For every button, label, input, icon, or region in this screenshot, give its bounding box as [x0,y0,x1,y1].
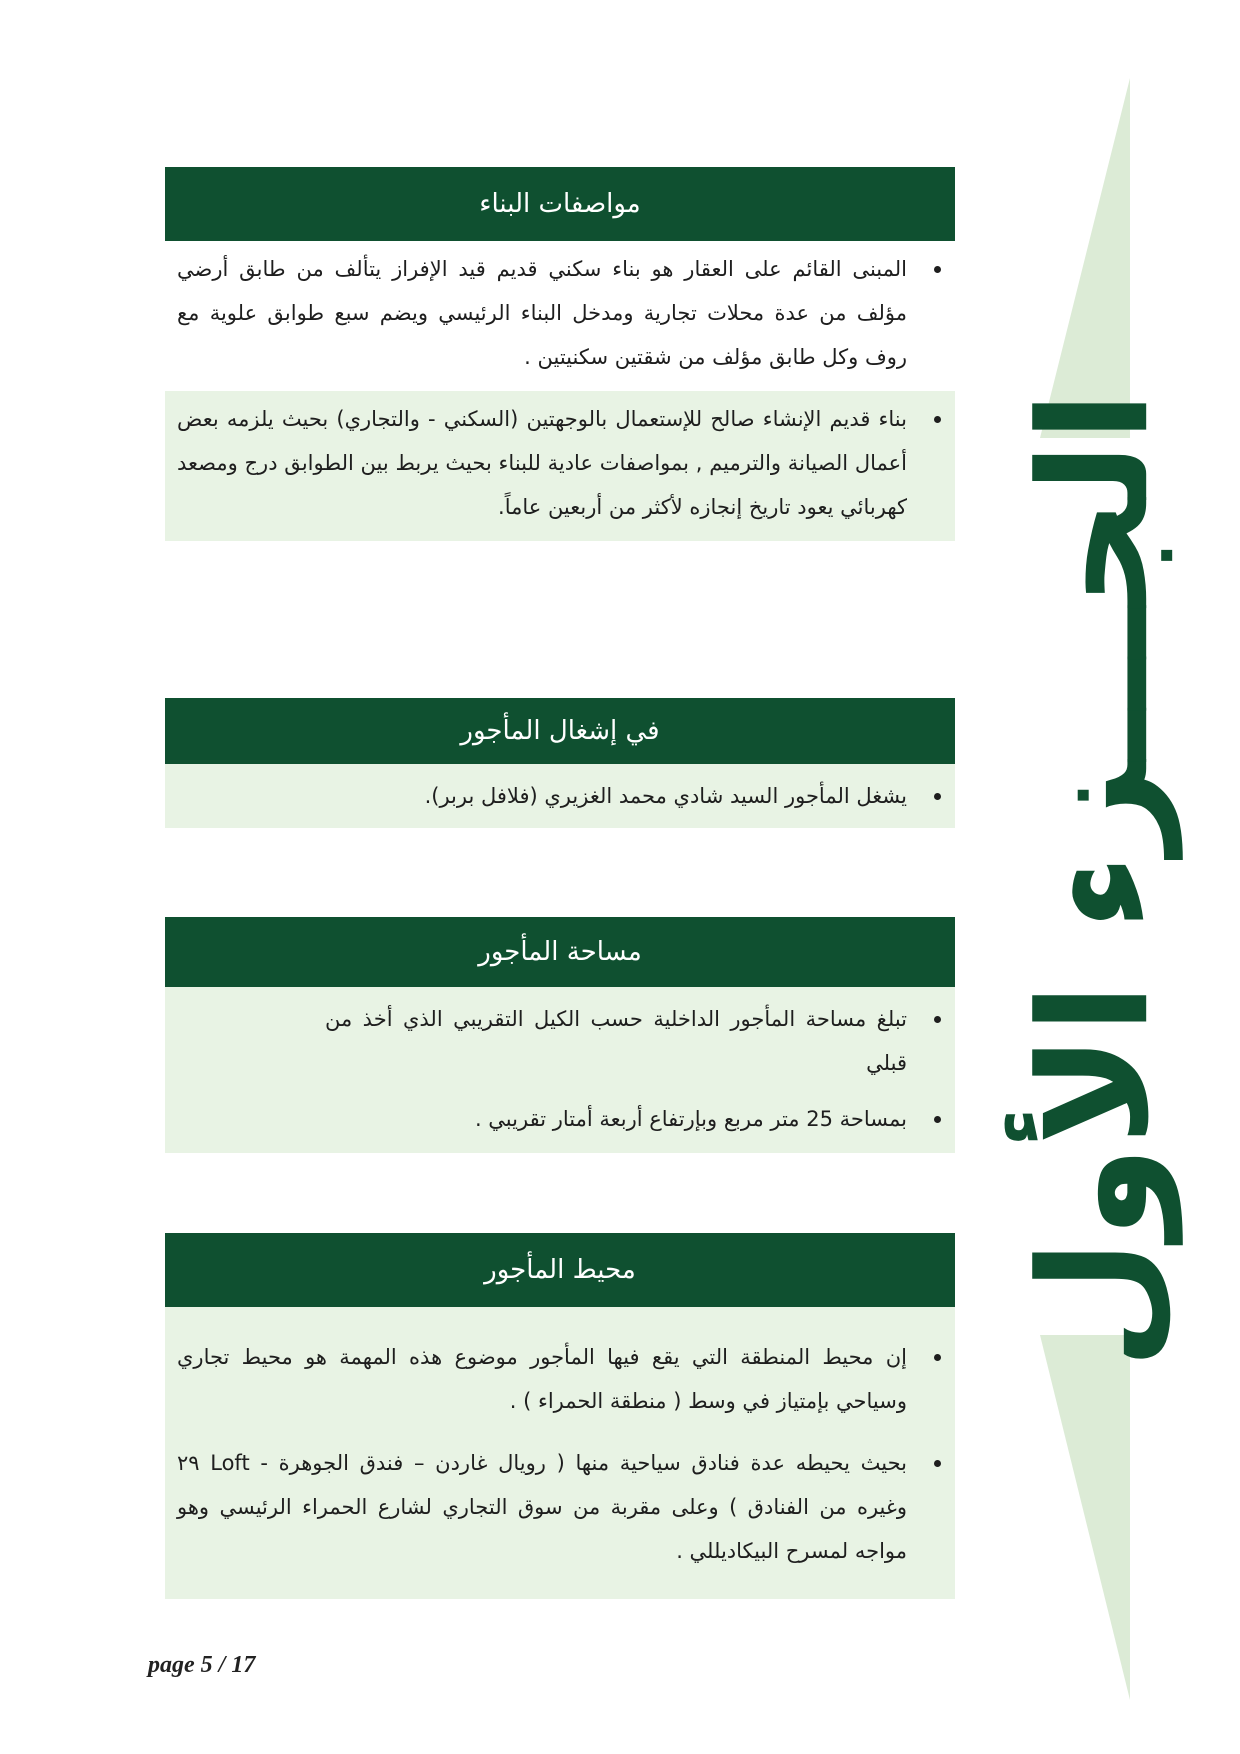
section-surroundings [165,1233,955,1599]
bullet-icon [934,1016,941,1023]
section-header: محيط المأجور [165,1233,955,1307]
section-header: في إشغال المأجور [165,698,955,764]
vertical-part-title [1000,390,1190,1370]
bullet-icon [934,1354,941,1361]
item-text: بناء قديم الإنشاء صالح للإستعمال بالوجهتين (السكني - والتجاري) بحيث يلزمه بعض أعمال الصيانة والترميم , بمواصفات عادية للبناء بحيث يربط بين الطوابق درج ومصعد كهربائي يعود تاريخ إنجازه لأكثر من أربعين عاماً. [177,407,907,519]
item-text: بحيث يحيطه عدة فنادق سياحية منها ( رويال غاردن – فندق الجوهرة - Loft ٢٩ وغيره من الفنادق ) وعلى مقربة من سوق التجاري لشارع الحمراء الرئيسي وهو مواجه لمسرح البيكاديللي . [177,1451,907,1563]
section-body [165,241,955,541]
item-text: المبنى القائم على العقار هو بناء سكني قديم قيد الإفراز يتألف من طابق أرضي مؤلف من عدة محلات تجارية ومدخل البناء الرئيسي ويضم سبع طوابق علوية مع روف وكل طابق مؤلف من شقتين سكنيتين . [177,257,907,369]
section-occupancy [165,698,955,828]
page-number: page 5 / 17 [148,1652,256,1678]
list-item [165,1435,955,1585]
part-title-text: الجـــزء الأول [1008,390,1182,1370]
list-item [165,241,955,391]
list-item [165,987,955,1097]
bullet-icon [934,266,941,273]
lower-triangle [1040,1335,1130,1700]
section-body [165,987,955,1153]
bullet-icon [934,1116,941,1123]
list-item [165,391,955,541]
item-text: تبلغ مساحة المأجور الداخلية حسب الكيل التقريبي الذي أخذ من قبلي [325,1007,907,1075]
section-body [165,764,955,828]
section-header: مواصفات البناء [165,167,955,241]
list-item [165,1097,955,1153]
list-item [165,764,955,828]
upper-triangle [1040,78,1130,438]
section-header: مساحة المأجور [165,917,955,987]
bullet-icon [934,416,941,423]
list-item [165,1329,955,1435]
item-text: إن محيط المنطقة التي يقع فيها المأجور موضوع هذه المهمة هو محيط تجاري وسياحي بإمتياز في وسط ( منطقة الحمراء ) . [177,1345,907,1413]
item-text: يشغل المأجور السيد شادي محمد الغزيري (فلافل بربر). [424,784,907,808]
bullet-icon [934,793,941,800]
bullet-icon [934,1460,941,1467]
section-body [165,1307,955,1599]
section-building-specs [165,167,955,541]
section-area [165,917,955,1153]
item-text: بمساحة 25 متر مربع وبإرتفاع أربعة أمتار تقريبي . [474,1107,907,1131]
